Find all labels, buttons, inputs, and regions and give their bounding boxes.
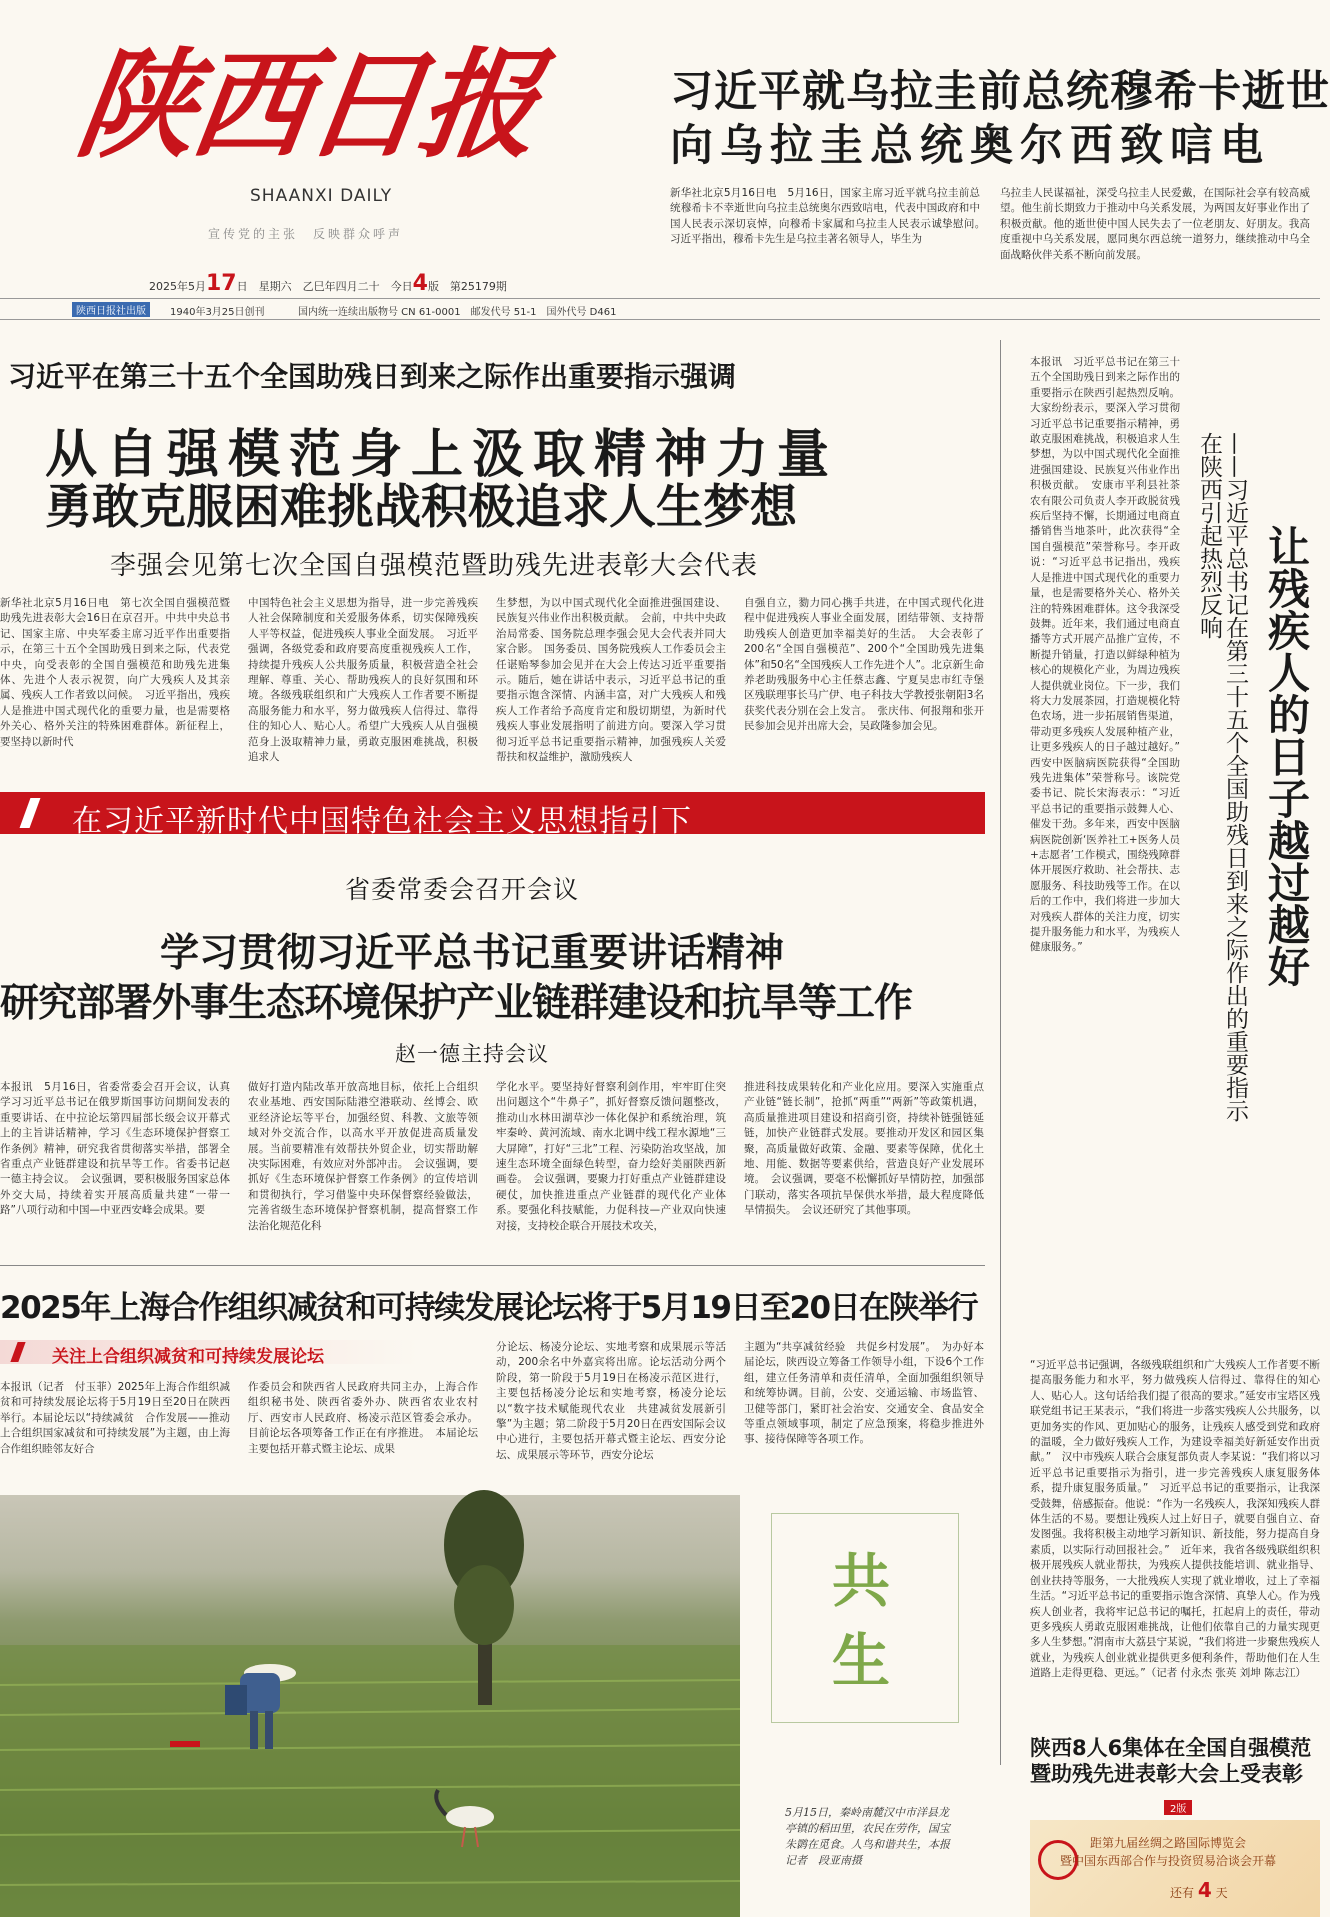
lead-col-4: 自强自立，勠力同心携手共进，在中国式现代化进程中促进残疾人事业全面发展，团结带领、支持帮助残疾人创造更加幸福美好的生活。 大会表彰了200名“全国自强模范”、200个“全国助残先进集体”和50名“全国残疾人工作先进个人”。北京新生命养老助残服务中心主任蔡志鑫、宁夏吴忠市红寺堡区残联理事长马广伊、电子科技大学教授张朝阳3名获奖代表分别在会上发言。 张庆伟、何报翔和张开民参加会见并出席大会，吴政隆参加会见。: [744, 597, 984, 733]
expo-ad-line-1: 距第九届丝绸之路国际博览会: [1090, 1836, 1247, 1850]
top-story-headline-2: 向乌拉圭总统奥尔西致唁电: [670, 121, 1270, 171]
photo-label-char-1: 共: [832, 1547, 891, 1615]
meeting-col-2: 做好打造内陆改革开放高地目标，依托上合组织农业基地、西安国际陆港空港联动、丝博会、欧亚经济论坛等平台，加强经贸、科教、文旅等领域对外交流合作，以高水平开放促进高质量发展。当前要精准有效帮扶外贸企业，切实帮助解决实际困难，有效应对外部冲击。 会议强调，要抓好《生态环境保护督察工作条例》的宣传培训和贯彻执行，学习借鉴中央环保督察经验做法，完善省级生态环境保护督察机制，提高督察工作法治化规范化科: [248, 1081, 478, 1232]
side-column-headline: 让残疾人的日子越过越好: [1262, 525, 1311, 987]
forum-tag: [0, 1340, 420, 1367]
issue-date: 2025年5月: [149, 280, 206, 293]
photo-label-frame: [771, 1513, 959, 1723]
forum-col-3: 分论坛、杨凌分论坛、实地考察和成果展示等活动，200余名中外嘉宾将出席。论坛活动分两个阶段，第一阶段于5月19日在杨凌示范区进行，主要包括杨凌分论坛和实地考察，杨凌分论坛以“数字技术赋能现代农业 共建减贫发展新引擎”为主题；第二阶段于5月20日在西安国际会议中心进行，主要包括开幕式暨主论坛、西安分论坛、成果展示等环节，西安分论坛: [496, 1341, 726, 1461]
lead-kicker: 习近平在第三十五个全国助残日到来之际作出重要指示强调: [8, 360, 737, 393]
issue-date-rest: 日 星期六 乙巳年四月二十 今日: [236, 280, 413, 293]
side-column-text-2: “习近平总书记强调，各级残联组织和广大残疾人工作者要不断提高服务能力和水平，努力做残疾人信得过、靠得住的知心人、贴心人。这句话给我们提了很高的要求。”延安市宝塔区残联党组书记王某表示，“我们将进一步落实残疾人公共服务，以更加务实的作风、更加贴心的服务，让残疾人感受到党和政府的温暖，全力做好残疾人工作，为建设幸福美好新延安作出贡献。” 汉中市残疾人联合会康复部负责人李某说：“我们将以习近平总书记重要指示为指引，进一步完善残疾人康复服务体系，提升康复服务质量。” 习近平总书记的重要指示，让我深受鼓舞，倍感振奋。他说：“作为一名残疾人，我深知残疾人群体生活的不易。要想让残疾人过上好日子，就要自强自立、奋发图强。我将积极主动地学习新知识、新技能，努力提高自身素质，以实际行动回报社会。” 近年来，我省各级残联组织积极开展残疾人就业帮扶，为残疾人提供技能培训、就业指导、创业扶持等服务，一大批残疾人实现了就业增收，过上了幸福生活。“习近平总书记的重要指示饱含深情、真挚人心。作为残疾人创业者，我将牢记总书记的嘱托，扛起肩上的责任，带动更多残疾人勇敢克服困难挑战，让他们依靠自己的力量实现更多人生梦想。”渭南市大荔县宁某说，“我们将进一步聚焦残疾人就业，为残疾人创业就业提供更多便利条件，帮助他们在人生道路上走得更稳、更远。”（记者 付永杰 张英 刘坤 陈志江）: [1030, 1359, 1320, 1680]
expo-countdown: [1170, 1878, 1228, 1902]
meeting-headline-1: 学习贯彻习近平总书记重要讲话精神: [160, 931, 785, 976]
theme-banner: [0, 792, 985, 839]
forum-col-2: 作委员会和陕西省人民政府共同主办，上海合作组织秘书处、陕西省委外办、陕西省农业农村厅、西安市人民政府、杨凌示范区管委会承办。目前论坛各项筹备工作正在有序推进。 本届论坛主要包括开幕式暨主论坛、成果: [248, 1381, 478, 1455]
promo-headline: [1030, 1735, 1320, 1787]
banner-stripe: [20, 798, 41, 828]
founded-date: 1940年3月25日创刊: [170, 307, 265, 318]
lead-col-2: 中国特色社会主义思想为指导，进一步完善残疾人社会保障制度和关爱服务体系，切实保障残疾人平等权益，促进残疾人事业全面发展。 习近平强调，各级党委和政府要高度重视残疾人工作，持续提升残疾人公共服务质量，积极营造全社会理解、尊重、关心、帮助残疾人的良好氛围和环境。各级残联组织和广大残疾人工作者要不断提高服务能力和水平，努力做残疾人信得过、靠得住的知心人、贴心人。希望广大残疾人从自强模范身上汲取精神力量，勇敢克服困难挑战，积极追求人: [248, 597, 478, 764]
feature-photo: [0, 1495, 740, 1917]
meeting-subheadline: 赵一德主持会议: [395, 1042, 549, 1066]
lead-col-3: 生梦想，为以中国式现代化全面推进强国建设、民族复兴伟业作出积极贡献。 会前，中共中央政治局常委、国务院总理李强会见大会代表并同大家合影。 国务委员、国务院残疾人工作委员会主任谌贻琴参加会见并在大会上传达习近平重要指示。随后，她在讲话中表示，习近平总书记的重要指示饱含深情、内涵丰富，对广大残疾人和残疾人工作者给予高度肯定和殷切期望，为新时代残疾人事业发展指明了前进方向。要深入学习贯彻习近平总书记重要指示精神，加强残疾人关爱帮扶和权益维护，激励残疾人: [496, 597, 726, 764]
lead-headline-2: 勇敢克服困难挑战积极追求人生梦想: [45, 480, 797, 535]
meeting-col-3: 学化水平。要坚持好督察利剑作用，牢牢盯住突出问题这个“牛鼻子”，抓好督察反馈问题整改，推动山水林田湖草沙一体化保护和系统治理，筑牢秦岭、黄河流域、南水北调中线工程水源地“三大屏障”，打好“三北”工程、污染防治攻坚战，加速生态环境全面绿色转型，奋力绘好美丽陕西新画卷。 会议强调，要聚力打好重点产业链群建设硬仗，加快推进重点产业链群的现代化产业体系。要强化科技赋能，力促科技—产业双向快速对接，支持校企联合开展技术攻关，: [496, 1081, 726, 1232]
expo-ad-line-2: 暨中国东西部合作与投资贸易洽谈会开幕: [1060, 1854, 1277, 1868]
lead-subheadline: 李强会见第七次全国自强模范暨助残先进表彰大会代表: [110, 551, 759, 581]
publisher-tag: 陕西日报社出版: [72, 302, 150, 317]
banner-text: 在习近平新时代中国特色社会主义思想指引下: [72, 804, 692, 839]
promo-text: 陕西8人6集体在全国自强模范暨助残先进表彰大会上受表彰: [1030, 1736, 1312, 1786]
forum-tag-stripe: [10, 1342, 25, 1362]
top-story-col-1: 新华社北京5月16日电 5月16日，国家主席习近平就乌拉圭前总统穆希卡不幸逝世向乌拉圭总统奥尔西致唁电，代表中国政府和中国人民表示深切哀悼，向穆希卡家属和乌拉圭人民表示诚挚慰问。 习近平指出，穆希卡先生是乌拉圭著名领导人，毕生为: [670, 187, 991, 246]
forum-col-4: 主题为“共享减贫经验 共促乡村发展”。 为办好本届论坛，陕西设立筹备工作领导小组，下设6个工作组，建立任务清单和责任清单，全面加强组织领导和统筹协调。目前，公安、交通运输、市场监管、卫健等部门，紧盯社会治安、交通安全、食品安全等重点领域事项，制定了应急预案，将稳步推进外事、接待保障等各项工作。: [744, 1341, 984, 1446]
masthead-slogan: 宣传党的主张 反映群众呼声: [208, 227, 404, 241]
masthead-en-name: SHAANXI DAILY: [250, 186, 393, 206]
issue-day: 17: [206, 271, 237, 296]
rice-field-scene: [0, 1495, 740, 1917]
photo-label-char-2: 生: [832, 1627, 891, 1695]
top-story-headline-1: 习近平就乌拉圭前总统穆希卡逝世: [670, 67, 1330, 117]
countdown-days: 4: [1197, 1878, 1212, 1902]
top-story-col-2: 乌拉圭人民谋福祉，深受乌拉圭人民爱戴，在国际社会享有较高威望。他生前长期致力于推动中乌关系发展，为两国友好事业作出了积极贡献。他的逝世使中国人民失去了一位老朋友、好朋友。我高度重视中乌关系发展，愿同奥尔西总统一道努力，继续推动中乌全面战略伙伴关系不断向前发展。: [1000, 187, 1310, 261]
forum-col-1: 本报讯（记者 付玉菲）2025年上海合作组织减贫和可持续发展论坛将于5月19日至20日在陕西举行。本届论坛以“持续减贫 合作发展——推动上合组织国家减贫和可持续发展”为主题，由上海合作组织睦邻友好合: [0, 1381, 230, 1455]
expo-countdown-ad[interactable]: [1030, 1820, 1320, 1917]
forum-headline: 2025年上海合作组织减贫和可持续发展论坛将于5月19日至20日在陕举行: [0, 1290, 978, 1326]
meeting-col-4: 推进科技成果转化和产业化应用。要深入实施重点产业链“链长制”，抢抓“两重”“两新”等政策机遇，高质量推进项目建设和招商引资，持续补链强链延链，加快产业链群式发展。要推动开发区和园区集聚，高质量做好政策、金融、要素等保障，优化土地、用能、数据等要素供给，营造良好产业发展环境。 会议强调，要毫不松懈抓好旱情防控，加强部门联动，落实各项抗旱保供水举措，最大程度降低旱情损失。 会议还研究了其他事项。: [744, 1081, 984, 1217]
side-column-subheadline: ——习近平总书记在第三十五个全国助残日到来之际作出的重要指示在陕西引起热烈反响: [1196, 432, 1248, 1122]
photo-caption-panel: [745, 1495, 985, 1917]
publication-codes: 国内统一连续出版物号 CN 61-0001 邮发代号 51-1 国外代号 D461: [298, 307, 617, 318]
meeting-col-1: 本报讯 5月16日，省委常委会召开会议，认真学习习近平总书记在俄罗斯国事访问期间发表的重要讲话、在中拉论坛第四届部长级会议开幕式上的主旨讲话精神，学习《生态环境保护督察工作条例》精神，研究我省贯彻落实举措，部署全省重点产业链群建设和抗旱等工作。省委书记赵一德主持会议。 会议强调，要积极服务国家总体外交大局，持续着实开展高质量共建“一带一路”八项行动和中国—中亚西安峰会成果。要: [0, 1081, 230, 1217]
issue-pages: 4: [412, 271, 428, 296]
photo-caption: 5月15日，秦岭南麓汉中市洋县龙亭镇的稻田里，农民在劳作，国宝朱鹮在觅食。人鸟和谐共生，本报记者 段亚南摄: [785, 1806, 950, 1867]
masthead: [60, 0, 630, 296]
lead-col-1: 新华社北京5月16日电 第七次全国自强模范暨助残先进表彰大会16日在京召开。中共中央总书记、国家主席、中央军委主席习近平作出重要指示，在第三十五个全国助残日到来之际，代表党中央，向受表彰的全国自强模范和助残先进集体、先进个人表示祝贺，向广大残疾人及其亲属、残疾人工作者致以问候。 习近平指出，残疾人是推进中国式现代化的重要力量，也是需要格外关心、格外关注的特殊困难群体。新征程上，要坚持以新时代: [0, 597, 230, 748]
issue-number: 版 第25179期: [427, 280, 507, 293]
info-band: [0, 298, 1320, 320]
forum-tag-text: 关注上合组织减贫和可持续发展论坛: [52, 1347, 324, 1367]
promo-page-ref[interactable]: 2版: [1164, 1800, 1192, 1815]
lead-headline-1: 从自强模范身上汲取精神力量: [45, 425, 839, 485]
meeting-headline-2: 研究部署外事生态环境保护产业链群建设和抗旱等工作: [0, 981, 913, 1026]
countdown-prefix: 还有: [1170, 1886, 1195, 1900]
masthead-logo: 陕西日报: [68, 35, 545, 174]
side-column-text-1: 本报讯 习近平总书记在第三十五个全国助残日到来之际作出的重要指示在陕西引起热烈反响。大家纷纷表示，要深入学习贯彻习近平总书记重要指示精神，勇敢克服困难挑战，积极追求人生梦想，为以中国式现代化全面推进强国建设、民族复兴伟业作出积极贡献。 安康市平利县社茶农有限公司负责人李开政脱贫残疾后坚持不懈，长期通过电商直播销售当地茶叶，此次获得“全国自强模范”荣誉称号。李开政说：“习近平总书记指出，残疾人是推进中国式现代化的重要力量，也是需要格外关心、格外关注的特殊困难群体。这令我深受鼓舞。近年来，我们通过电商直播等方式开展产品推广宣传，不断提升销量，打造以鲜绿种植为核心的规模化产业，为周边残疾人提供就业岗位。下一步，我们将大力发展茶园，打造规模化特色农场，进一步拓展销售渠道，带动更多残疾人发展种植产业，让更多残疾人的日子越过越好。” 西安中医脑病医院获得“全国助残先进集体”荣誉称号。该院党委书记、院长宋海表示：“习近平总书记的重要指示鼓舞人心、催发干劲。多年来，西安中医脑病医院创新‘医养社工+医务人员+志愿者’工作模式，围绕残障群体开展医疗救助、社会帮扶、志愿服务、科技助残等工作。在以后的工作中，我们将进一步加大对残疾人群体的关注力度，切实提升服务能力和水平，为残疾人健康服务。”: [1030, 356, 1191, 954]
countdown-suffix: 天: [1215, 1886, 1228, 1900]
meeting-kicker: 省委常委会召开会议: [345, 875, 580, 904]
